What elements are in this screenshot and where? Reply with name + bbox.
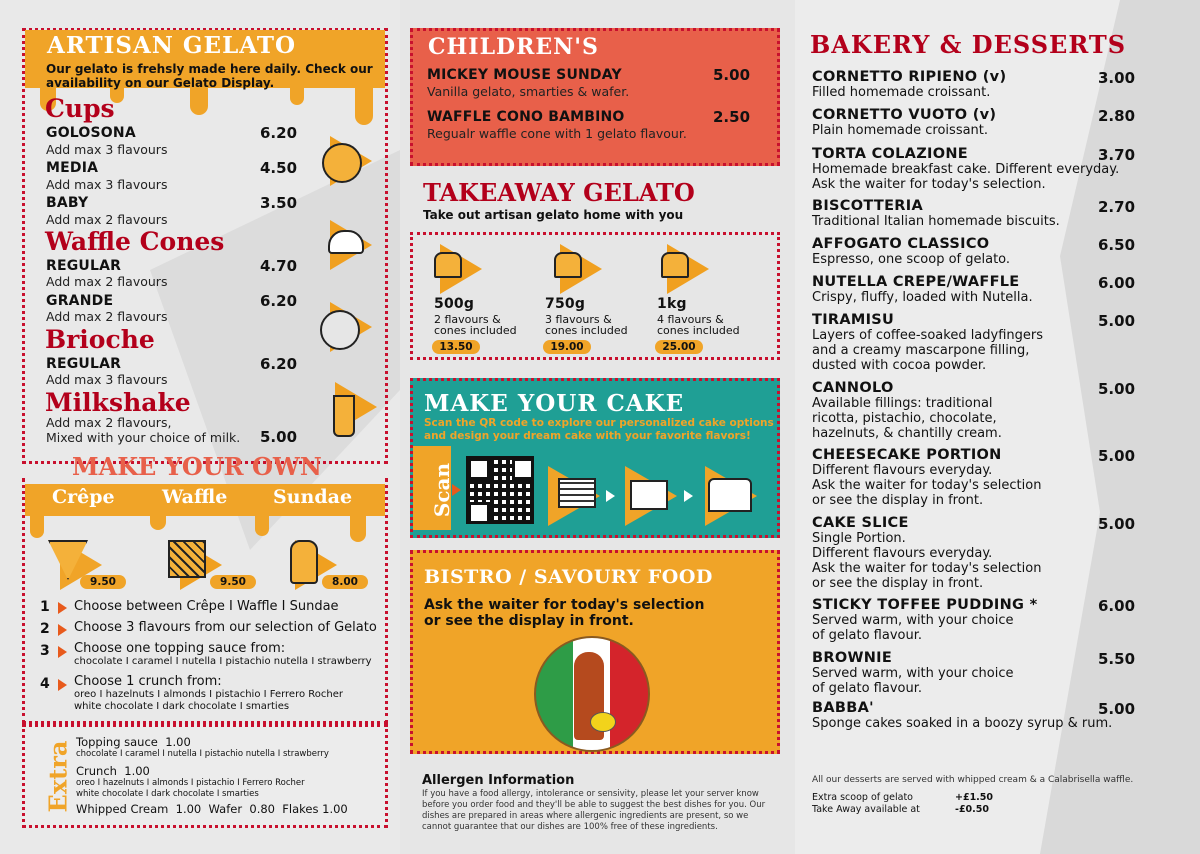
bakery-item-price: 5.00: [1098, 700, 1136, 718]
cone-icon-shape: [328, 230, 364, 254]
brioche-price: 6.20: [260, 355, 298, 373]
gelato-intro: Our gelato is frehsly made here daily. Check our availability on our Gelato Display.: [46, 62, 373, 90]
bakery-item-desc: Sponge cakes soaked in a boozy syrup & rum.: [812, 716, 1113, 731]
qr-corner: [512, 458, 534, 480]
takeaway-size: 1kg: [657, 296, 687, 312]
bakery-item-desc: Plain homemade croissant.: [812, 123, 989, 138]
bakery-item-price: 5.00: [1098, 515, 1136, 533]
cone-desc: Add max 2 flavours: [46, 274, 168, 289]
bakery-item-desc: Ask the waiter for today's selection.: [812, 177, 1046, 192]
bakery-item-desc: Layers of coffee-soaked ladyfingers: [812, 328, 1044, 343]
cake-title: MAKE YOUR CAKE: [424, 390, 685, 417]
extra-topping-price: 1.00: [165, 735, 191, 749]
cones-heading: Waffle Cones: [45, 227, 225, 256]
extra-topping-detail: chocolate I caramel I nutella I pistachio nutella I strawberry: [76, 749, 329, 759]
cake-arrow-icon: [684, 490, 693, 502]
takeaway-desc: cones included: [434, 324, 517, 337]
takeaway-price: 25.00: [655, 340, 703, 354]
bakery-item-price: 5.50: [1098, 650, 1136, 668]
waffle-price: 9.50: [210, 575, 256, 589]
extra-crunch-detail: oreo I hazelnuts I almonds I pistachio I Ferrero Rocher: [76, 778, 305, 788]
milkshake-price: 5.00: [260, 428, 298, 446]
milkshake-desc1: Add max 2 flavours,: [46, 415, 172, 430]
bakery-item-price: 5.00: [1098, 312, 1136, 330]
extra-topping-label: Topping sauce: [76, 735, 158, 749]
allergen-text: cannot guarantee that our dishes are 100% free of these ingredients.: [422, 822, 718, 832]
bistro-desc1: Ask the waiter for today's selection: [424, 597, 705, 613]
bistro-title: BISTRO / SAVOURY FOOD: [424, 566, 713, 588]
cake-desc2: and design your dream cake with your favorite flavors!: [424, 430, 751, 442]
bakery-item-desc: Traditional Italian homemade biscuits.: [812, 214, 1060, 229]
bistro-desc2: or see the display in front.: [424, 613, 634, 629]
bakery-item-name: STICKY TOFFEE PUDDING *: [812, 597, 1038, 613]
cone-price: 4.70: [260, 257, 298, 275]
takeaway-desc: 4 flavours &: [657, 313, 724, 326]
bakery-item-name: AFFOGATO CLASSICO: [812, 236, 990, 252]
cups-heading: Cups: [45, 94, 115, 123]
cup-price: 4.50: [260, 159, 298, 177]
bakery-item: [812, 69, 1136, 100]
milkshake-heading: Milkshake: [45, 388, 191, 417]
step-text: Choose 3 flavours from our selection of Gelato: [74, 620, 377, 635]
bakery-item: [812, 198, 1136, 229]
cup-desc: Add max 3 flavours: [46, 177, 168, 192]
bakery-item-desc: Homemade breakfast cake. Different everyday.: [812, 162, 1120, 177]
milkshake-glass: [333, 395, 355, 437]
bakery-item: [812, 274, 1136, 305]
step-number: 3: [40, 643, 50, 659]
extra-crunch: [76, 764, 150, 778]
extra-crunch-detail2: white chocolate I dark chocolate I smarties: [76, 789, 259, 799]
takeaway-desc: 2 flavours &: [434, 313, 501, 326]
bakery-item-desc: dusted with cocoa powder.: [812, 358, 987, 373]
brioche-icon-bun: [320, 310, 360, 350]
bakery-item-desc: Filled homemade croissant.: [812, 85, 991, 100]
allergen-text: If you have a food allergy, intolerance or sensivity, please let your server know: [422, 789, 759, 799]
sundae-shape: [290, 540, 318, 584]
cake-step-shape: [630, 480, 668, 510]
crepe-price: 9.50: [80, 575, 126, 589]
bakery-item-desc: hazelnuts, & chantilly cream.: [812, 426, 1002, 441]
takeaway-size: 750g: [545, 296, 586, 312]
bakery-item: [812, 700, 1136, 731]
bakery-item: [812, 597, 1136, 643]
step-detail: white chocolate I dark chocolate I smarties: [74, 701, 290, 712]
step-arrow-icon: [58, 679, 67, 691]
cup-name: GOLOSONA: [46, 125, 136, 141]
step-text: Choose one topping sauce from:: [74, 641, 286, 656]
tub-shape: [661, 252, 689, 278]
tub-shape: [434, 252, 462, 278]
bakery-item-price: 6.50: [1098, 236, 1136, 254]
extra-topping: [76, 735, 191, 749]
bakery-item-name: BISCOTTERIA: [812, 198, 923, 214]
step-number: 1: [40, 599, 50, 615]
cup-price: 6.20: [260, 124, 298, 142]
bakery-item-name: BABBA': [812, 700, 874, 716]
cup-price: 3.50: [260, 194, 298, 212]
cake-arrow-icon: [606, 490, 615, 502]
bakery-item-price: 2.80: [1098, 107, 1136, 125]
cup-desc: Add max 2 flavours: [46, 212, 168, 227]
takeaway-discount-price: -£0.50: [955, 804, 989, 815]
italy-emblem: [534, 636, 650, 752]
sundae-price: 8.00: [322, 575, 368, 589]
bakery-item-name: CANNOLO: [812, 380, 894, 396]
option-crepe: Crêpe: [52, 486, 115, 508]
cone-name: GRANDE: [46, 293, 114, 309]
step-number: 4: [40, 676, 50, 692]
step-arrow-icon: [58, 624, 67, 636]
bakery-item-desc: Available fillings: traditional: [812, 396, 993, 411]
cup-icon-scoop: [322, 143, 362, 183]
allergen-text: dishes are prepared in areas where allergenic ingredients are present, so we: [422, 811, 749, 821]
child-item-price: 5.00: [713, 66, 751, 84]
takeaway-desc: 3 flavours &: [545, 313, 612, 326]
child-item-price: 2.50: [713, 108, 751, 126]
takeaway-subtitle: Take out artisan gelato home with you: [423, 208, 684, 222]
brioche-name: REGULAR: [46, 356, 122, 372]
step-number: 2: [40, 621, 50, 637]
bakery-item: [812, 447, 1136, 508]
cup-desc: Add max 3 flavours: [46, 142, 168, 157]
extra-crunch-price: 1.00: [124, 764, 150, 778]
qr-corner: [468, 458, 490, 480]
cake-step-shape: [708, 478, 752, 512]
bakery-item-name: CORNETTO VUOTO (v): [812, 107, 997, 123]
cone-desc: Add max 2 flavours: [46, 309, 168, 324]
milkshake-desc2: Mixed with your choice of milk.: [46, 430, 241, 445]
bakery-item: [812, 515, 1136, 591]
bakery-item-name: CORNETTO RIPIENO (v): [812, 69, 1007, 85]
bakery-item-desc: Single Portion.: [812, 531, 906, 546]
child-item-name: WAFFLE CONO BAMBINO: [427, 109, 625, 125]
bakery-item-desc: Different flavours everyday.: [812, 546, 993, 561]
bakery-item-desc: Crispy, fluffy, loaded with Nutella.: [812, 290, 1033, 305]
cone-price: 6.20: [260, 292, 298, 310]
step-detail: chocolate I caramel I nutella I pistachio nutella I strawberry: [74, 656, 372, 667]
cake-step-shape: [558, 478, 596, 508]
bakery-item-desc: Ask the waiter for today's selection: [812, 478, 1042, 493]
bakery-title: BAKERY & DESSERTS: [810, 30, 1127, 59]
takeaway-title: TAKEAWAY GELATO: [423, 178, 695, 207]
child-item-desc: Vanilla gelato, smarties & wafer.: [427, 84, 630, 99]
takeaway-discount-label: Take Away available at: [812, 804, 920, 815]
bakery-item: [812, 236, 1136, 267]
cone-name: REGULAR: [46, 258, 122, 274]
bakery-item-name: TIRAMISU: [812, 312, 895, 328]
extra-label: Extra: [43, 740, 73, 813]
bakery-item-desc: Ask the waiter for today's selection: [812, 561, 1042, 576]
takeaway-price: 13.50: [432, 340, 480, 354]
extra-last-line: Whipped Cream 1.00 Wafer 0.80 Flakes 1.00: [76, 802, 348, 816]
bakery-item-desc: Served warm, with your choice: [812, 613, 1014, 628]
bakery-item-name: CHEESECAKE PORTION: [812, 447, 1002, 463]
bakery-item-desc: or see the display in front.: [812, 576, 984, 591]
takeaway-price: 19.00: [543, 340, 591, 354]
child-item-name: MICKEY MOUSE SUNDAY: [427, 67, 622, 83]
bakery-item-price: 6.00: [1098, 274, 1136, 292]
bakery-item-price: 6.00: [1098, 597, 1136, 615]
bakery-item-desc: Espresso, one scoop of gelato.: [812, 252, 1011, 267]
step-text: Choose 1 crunch from:: [74, 674, 222, 689]
child-item-desc: Regualr waffle cone with 1 gelato flavour.: [427, 126, 687, 141]
step-detail: oreo I hazelnuts I almonds I pistachio I Ferrero Rocher: [74, 689, 343, 700]
option-sundae: Sundae: [273, 486, 353, 508]
bakery-item-desc: Served warm, with your choice: [812, 666, 1014, 681]
brioche-desc: Add max 3 flavours: [46, 372, 168, 387]
takeaway-size: 500g: [434, 296, 475, 312]
bakery-item: [812, 107, 1136, 138]
extra-scoop-price: +£1.50: [955, 792, 994, 803]
step-arrow-icon: [58, 602, 67, 614]
bakery-item-desc: Different flavours everyday.: [812, 463, 993, 478]
allergen-title: Allergen Information: [422, 773, 575, 788]
cake-desc1: Scan the QR code to explore our personalized cake options: [424, 417, 774, 429]
bakery-item: [812, 312, 1136, 373]
brioche-heading: Brioche: [45, 325, 155, 354]
allergen-text: before you order food and they'll be able to suggest the best dishes for you. Our: [422, 800, 766, 810]
bakery-item-name: NUTELLA CREPE/WAFFLE: [812, 274, 1020, 290]
bakery-item-price: 5.00: [1098, 380, 1136, 398]
extra-scoop-label: Extra scoop of gelato: [812, 792, 913, 803]
bakery-footnote: All our desserts are served with whipped cream & a Calabrisella waffle.: [812, 775, 1134, 785]
emblem-fruit: [590, 712, 616, 732]
step-text: Choose between Crêpe I Waffle I Sundae: [74, 599, 339, 614]
children-title: CHILDREN'S: [428, 34, 599, 60]
bakery-item-name: BROWNIE: [812, 650, 893, 666]
option-waffle: Waffle: [162, 486, 228, 508]
make-own-title: MAKE YOUR OWN: [72, 452, 322, 481]
bakery-item: [812, 650, 1136, 696]
bakery-item-price: 5.00: [1098, 447, 1136, 465]
scan-arrow-icon: [452, 484, 461, 496]
bakery-item-desc: ricotta, pistachio, chocolate,: [812, 411, 997, 426]
bakery-item-price: 3.00: [1098, 69, 1136, 87]
bakery-item-price: 3.70: [1098, 146, 1136, 164]
bakery-item: [812, 380, 1136, 441]
qr-corner: [468, 502, 490, 524]
bakery-item-desc: of gelato flavour.: [812, 681, 922, 696]
bakery-item-desc: or see the display in front.: [812, 493, 984, 508]
takeaway-desc: cones included: [657, 324, 740, 337]
cup-name: BABY: [46, 195, 89, 211]
extra-crunch-label: Crunch: [76, 764, 117, 778]
bakery-item: [812, 146, 1136, 192]
scan-label: Scan: [430, 462, 454, 518]
bakery-item-name: CAKE SLICE: [812, 515, 909, 531]
tub-shape: [554, 252, 582, 278]
bakery-item-price: 2.70: [1098, 198, 1136, 216]
bakery-item-desc: of gelato flavour.: [812, 628, 922, 643]
waffle-shape: [168, 540, 206, 578]
bakery-item-name: TORTA COLAZIONE: [812, 146, 968, 162]
gelato-title: ARTISAN GELATO: [47, 32, 296, 59]
bakery-item-desc: and a creamy mascarpone filling,: [812, 343, 1030, 358]
cup-name: MEDIA: [46, 160, 99, 176]
step-arrow-icon: [58, 646, 67, 658]
takeaway-desc: cones included: [545, 324, 628, 337]
